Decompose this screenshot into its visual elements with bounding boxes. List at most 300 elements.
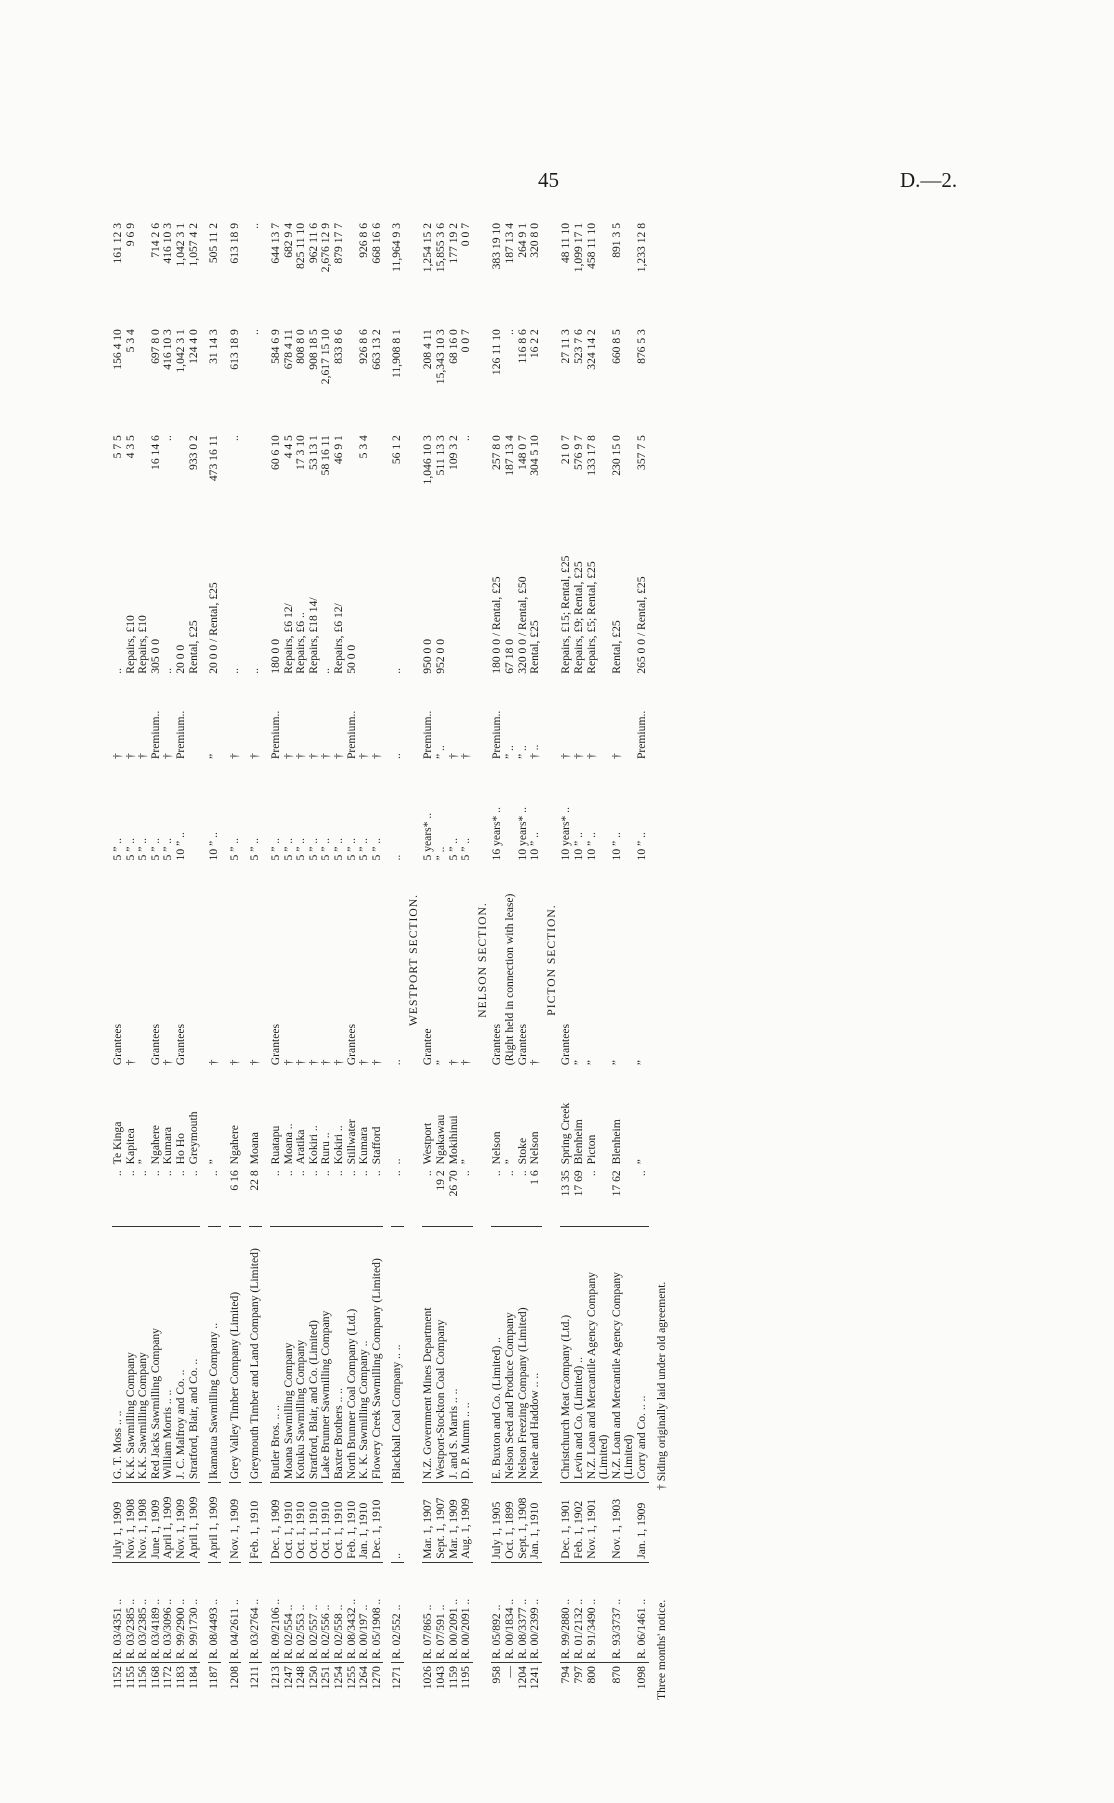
conditions-cell: Premium.. <box>421 710 435 760</box>
conditions-cell: Premium.. <box>173 710 187 760</box>
conditions-cell: † <box>446 753 460 760</box>
sidings-table-rotated <box>112 220 982 1700</box>
distance-cell: .. <box>306 1170 320 1177</box>
file-reference-cell: R. 02/557 .. <box>308 1562 321 1662</box>
station-cell: Blenheim <box>572 1119 585 1165</box>
grantee-name-cell: William Morris .. .. <box>162 1227 175 1483</box>
row-number-cell: — <box>504 1663 517 1700</box>
row-number-cell: 794 <box>560 1663 573 1700</box>
total-amount-cell: 644 13 7 <box>268 223 282 264</box>
rent-or-repairs-cell: 50 0 0 <box>344 644 358 674</box>
agreement-date-cell: Jan. 1, 1910 <box>529 1483 542 1563</box>
table-row <box>270 220 283 1700</box>
row-number-cell: 1264 <box>358 1663 371 1700</box>
row-number-cell: 1270 <box>371 1663 384 1700</box>
station-cell: ” <box>503 1159 517 1165</box>
file-reference-cell: R. 03/2385 .. <box>125 1562 138 1662</box>
station-cell: Kapitea <box>123 1128 137 1165</box>
rent-or-repairs-cell: Repairs, £18 14/ <box>306 597 320 674</box>
agreement-date-cell: July 1, 1909 <box>112 1483 125 1563</box>
grantee-name-cell: North Brunner Coal Company (Ltd.) <box>346 1227 359 1483</box>
agreement-date-cell: April 1, 1909 <box>208 1483 221 1563</box>
amount-owing-cell: 5 7 5 <box>111 435 124 459</box>
conditions-cell: † <box>459 753 473 760</box>
total-amount-cell: 161 12 3 <box>111 223 124 264</box>
term-cell: 5 ” .. <box>459 837 473 861</box>
conditions-cell: Premium.. <box>344 710 358 760</box>
file-reference-cell: R. 00/2091 .. <box>448 1562 461 1662</box>
rent-or-repairs-cell: .. <box>111 667 124 674</box>
amount-owing-cell: 21 0 7 <box>559 435 573 465</box>
station-cell: Mokihinui <box>446 1115 460 1165</box>
amount-expended-cell: 678 4 11 <box>281 329 295 370</box>
file-reference-cell: R. 02/552 .. <box>391 1562 404 1662</box>
table-row <box>371 220 384 1700</box>
rent-or-repairs-cell: Repairs, £15; Rental, £25 <box>559 555 573 674</box>
agreement-date-cell: Oct. 1, 1910 <box>333 1483 346 1563</box>
station-cell: Picton <box>584 1134 598 1165</box>
table-row <box>208 220 221 1700</box>
land-owner-cell: † <box>207 1059 221 1066</box>
land-owner-cell: Grantees <box>344 1023 358 1066</box>
total-amount-cell: 11,964 9 3 <box>390 223 404 272</box>
term-cell <box>504 762 517 863</box>
row-number-cell: 1195 <box>460 1663 473 1700</box>
amount-expended-cell: 908 18 5 <box>306 329 320 370</box>
land-owner-cell: Grantees <box>490 1023 504 1066</box>
agreement-date-cell: June 1, 1909 <box>150 1483 163 1563</box>
total-amount-cell: 1,099 17 1 <box>572 223 585 273</box>
term-cell: 5 ” .. <box>319 837 333 861</box>
land-owner-cell: Grantees <box>559 1023 573 1066</box>
table-row <box>112 220 125 1700</box>
grantee-name-cell: Lake Brunner Sawmilling Company <box>320 1227 333 1483</box>
row-number-cell: 1155 <box>125 1663 138 1700</box>
land-owner-cell: † <box>459 1059 473 1066</box>
grantee-name-cell: Grey Valley Timber Company (Limited) <box>229 1227 242 1483</box>
rent-or-repairs-cell: Repairs, £5; Rental, £25 <box>584 561 598 674</box>
total-amount-cell: 1,233 12 8 <box>634 223 648 273</box>
distance-cell: .. <box>319 1170 333 1177</box>
file-reference-cell: R. 91/3490 .. <box>586 1562 611 1662</box>
conditions-cell: Premium.. <box>634 710 648 760</box>
term-cell <box>188 762 201 863</box>
grantee-name-cell: G. T. Moss .. .. <box>112 1227 125 1483</box>
distance-cell: .. <box>490 1170 504 1177</box>
row-number-cell: 1208 <box>229 1663 242 1700</box>
conditions-cell: † <box>584 753 598 760</box>
table-row <box>229 220 242 1700</box>
rent-or-repairs-cell: .. <box>227 667 241 674</box>
row-number-cell: 1271 <box>391 1663 404 1700</box>
amount-owing-cell: .. <box>459 435 473 441</box>
total-amount-cell: 0 0 7 <box>459 223 473 247</box>
land-owner-cell: † <box>331 1059 345 1066</box>
land-owner-cell: † <box>319 1059 333 1066</box>
rent-or-repairs-cell: 67 18 0 <box>503 638 517 674</box>
agreement-date-cell: Nov. 1, 1903 <box>611 1483 636 1563</box>
station-cell: Moana .. <box>281 1123 295 1165</box>
term-cell: 5 ” .. <box>248 837 262 861</box>
conditions-cell: .. <box>390 753 404 760</box>
file-reference-cell: R. 00/1834 .. <box>504 1562 517 1662</box>
amount-expended-cell: 613 18 9 <box>227 329 241 370</box>
land-owner-cell: † <box>227 1059 241 1066</box>
conditions-cell: Premium.. <box>268 710 282 760</box>
amount-expended-cell: 11,908 8 1 <box>390 329 404 378</box>
amount-owing-cell: 56 1 2 <box>390 435 404 465</box>
agreement-date-cell: Oct. 1, 1899 <box>504 1483 517 1563</box>
term-cell: 5 ” .. <box>111 837 124 861</box>
term-cell: 16 years* .. <box>490 807 504 861</box>
conditions-cell: † <box>369 753 383 760</box>
station-cell: Kumara <box>357 1126 371 1165</box>
agreement-date-cell: Nov. 1, 1909 <box>229 1483 242 1563</box>
file-reference-cell: R. 99/2900 .. <box>175 1562 188 1662</box>
agreement-date-cell: Feb. 1, 1910 <box>346 1483 359 1563</box>
station-cell: ” <box>459 1159 473 1165</box>
file-reference-cell: R. 03/2764 .. <box>249 1562 262 1662</box>
amount-owing-cell <box>175 432 188 533</box>
row-number-cell: 1250 <box>308 1663 321 1700</box>
table-row <box>137 220 150 1700</box>
row-number-cell: 1184 <box>188 1663 201 1700</box>
file-reference-cell: R. 99/2880 .. <box>560 1562 573 1662</box>
distance-cell: .. <box>294 1170 308 1177</box>
term-cell: 10 ” .. <box>609 832 623 861</box>
distance-cell: 17 62 <box>609 1170 623 1197</box>
file-reference-cell: R. 03/4351 .. <box>112 1562 125 1662</box>
term-cell: 10 ” .. <box>584 832 598 861</box>
row-number-cell: 1172 <box>162 1663 175 1700</box>
file-reference-cell: R. 05/1908 .. <box>371 1562 384 1662</box>
station-cell: Ngahere <box>148 1125 162 1165</box>
grantee-name-cell: E. Buxton and Co. (Limited) .. <box>491 1227 504 1483</box>
total-amount-cell: 682 9 4 <box>281 223 295 258</box>
amount-owing-cell: 304 5 10 <box>528 435 542 476</box>
grantee-name-cell: Levin and Co. (Limited) .. <box>573 1227 586 1483</box>
rent-or-repairs-cell: Rental, £25 <box>609 620 623 674</box>
grantee-name-cell: K.K. Sawmilling Company <box>137 1227 150 1483</box>
row-number-cell: 1098 <box>636 1663 649 1700</box>
rent-or-repairs-cell: Rental, £25 <box>528 620 542 674</box>
station-cell: Ruatapu <box>268 1125 282 1165</box>
file-reference-cell: R. 02/556 .. <box>320 1562 333 1662</box>
station-cell: Aratika <box>294 1129 308 1165</box>
agreement-date-cell: Oct. 1, 1910 <box>308 1483 321 1563</box>
conditions-cell: † <box>609 753 623 760</box>
table-row <box>504 220 517 1700</box>
agreement-date-cell: Dec. 1, 1901 <box>560 1483 573 1563</box>
distance-cell: 19 2 <box>434 1170 448 1191</box>
conditions-cell: † <box>161 753 175 760</box>
table-row <box>295 220 308 1700</box>
amount-owing-cell: 109 3 2 <box>446 435 460 470</box>
amount-owing-cell: 5 3 4 <box>357 435 371 459</box>
distance-cell: .. <box>281 1170 295 1177</box>
agreement-date-cell: July 1, 1905 <box>491 1483 504 1563</box>
table-row <box>391 220 404 1700</box>
file-reference-cell: R. 03/4189 .. <box>150 1562 163 1662</box>
table-row <box>175 220 188 1700</box>
distance-cell: .. <box>421 1170 435 1177</box>
station-cell: Spring Creek <box>559 1102 573 1165</box>
rent-or-repairs-cell: .. <box>390 667 404 674</box>
distance-cell: .. <box>515 1170 529 1177</box>
amount-expended-cell: 31 14 3 <box>207 329 221 364</box>
term-cell: 10 ” .. <box>634 832 648 861</box>
rent-or-repairs-cell: 180 0 0 <box>268 638 282 674</box>
station-cell: Ho Ho <box>173 1133 187 1165</box>
row-number-cell: 797 <box>573 1663 586 1700</box>
conditions-cell: † <box>281 753 295 760</box>
distance-cell: 17 69 <box>572 1170 585 1197</box>
land-owner-cell: † <box>281 1059 295 1066</box>
land-owner-cell: ” <box>609 1060 623 1066</box>
conditions-cell: † <box>123 753 137 760</box>
land-owner-cell: † <box>161 1059 175 1066</box>
total-amount-cell: 416 10 3 <box>161 223 175 264</box>
amount-owing-cell <box>371 432 384 533</box>
station-cell: ” <box>207 1159 221 1165</box>
row-number-cell: 958 <box>491 1663 504 1700</box>
distance-cell: .. <box>136 1170 150 1177</box>
grantee-name-cell: Corry and Co. .. .. <box>636 1227 649 1483</box>
rent-or-repairs-cell: Repairs, £6 .. <box>294 612 308 674</box>
rent-or-repairs-cell: 265 0 0 / Rental, £25 <box>634 576 648 674</box>
table-row <box>573 220 586 1700</box>
table-row <box>636 220 649 1700</box>
row-number-cell: 1156 <box>137 1663 150 1700</box>
amount-expended-cell: 124 4 0 <box>186 329 200 364</box>
agreement-date-cell: .. <box>391 1483 404 1563</box>
table-row <box>435 220 448 1700</box>
distance-cell: .. <box>148 1170 162 1177</box>
grantee-name-cell: Ikamatua Sawmilling Company .. <box>208 1227 221 1483</box>
grantee-name-cell: K.K. Sawmilling Company <box>125 1227 138 1483</box>
amount-owing-cell: 4 3 5 <box>123 435 137 459</box>
agreement-date-cell: April 1, 1909 <box>162 1483 175 1563</box>
amount-expended-cell: 663 13 2 <box>369 329 383 370</box>
conditions-cell: † <box>136 753 150 760</box>
agreement-date-cell: Jan. 1, 1909 <box>636 1483 649 1563</box>
conditions-cell: † <box>559 753 573 760</box>
term-cell: 5 years* .. <box>421 812 435 861</box>
amount-expended-cell: 697 8 0 <box>148 329 162 364</box>
total-amount-cell: 320 8 0 <box>528 223 542 258</box>
grantee-name-cell: Blackball Coal Company .. .. <box>391 1227 404 1483</box>
file-reference-cell: R. 99/1730 .. <box>188 1562 201 1662</box>
total-amount-cell: 1,042 3 1 <box>173 223 187 267</box>
distance-cell: 26 70 <box>446 1170 460 1197</box>
distance-cell: .. <box>161 1170 175 1177</box>
amount-expended-cell: 156 4 10 <box>111 329 124 370</box>
agreement-date-cell: Mar. 1, 1909 <box>448 1483 461 1563</box>
land-owner-cell: Grantees <box>268 1023 282 1066</box>
amount-expended-cell <box>137 326 150 432</box>
amount-expended-cell: 876 5 3 <box>634 329 648 364</box>
row-number-cell: 1026 <box>422 1663 435 1700</box>
total-amount-cell: 9 6 9 <box>123 223 137 247</box>
total-amount-cell: 1,254 15 2 <box>421 223 435 273</box>
total-amount-cell: 505 11 2 <box>207 223 221 264</box>
amount-expended-cell: 16 2 2 <box>528 329 542 359</box>
total-amount-cell: 458 11 10 <box>584 223 598 269</box>
grantee-name-cell: D. P. Mumm .. .. <box>460 1227 473 1483</box>
total-amount-cell: 264 9 1 <box>515 223 529 258</box>
station-cell: Ngakawau <box>434 1114 448 1165</box>
amount-expended-cell: 68 16 0 <box>446 329 460 364</box>
section-title: PICTON SECTION. <box>544 904 558 1016</box>
agreement-date-cell: Nov. 1, 1909 <box>175 1483 188 1563</box>
table-row <box>586 220 611 1700</box>
table-row <box>529 220 542 1700</box>
section-heading <box>473 220 492 1700</box>
amount-expended-cell: 15,343 10 3 <box>434 329 448 385</box>
term-cell: 5 ” .. <box>306 837 320 861</box>
term-cell: 10 years* .. <box>515 807 529 861</box>
station-cell: Moana <box>248 1132 262 1165</box>
distance-cell: .. <box>331 1170 345 1177</box>
station-cell: Kokiri .. <box>306 1125 320 1165</box>
amount-owing-cell <box>249 432 262 533</box>
table-row <box>358 220 371 1700</box>
section-heading <box>542 220 561 1700</box>
amount-expended-cell: 208 4 11 <box>421 329 435 370</box>
total-amount-cell: 2,676 12 9 <box>319 223 333 273</box>
conditions-cell: † <box>357 753 371 760</box>
rent-or-repairs-cell: 180 0 0 / Rental, £25 <box>490 576 504 674</box>
amount-expended-cell: 660 8 5 <box>609 329 623 364</box>
file-reference-cell: R. 08/3432 .. <box>346 1562 359 1662</box>
distance-cell: .. <box>344 1170 358 1177</box>
station-cell: Kumara <box>161 1126 175 1165</box>
amount-owing-cell: 53 13 1 <box>306 435 320 470</box>
grantee-name-cell: Flowery Creek Sawmilling Company (Limited) <box>371 1227 384 1483</box>
footnote-dagger: † Siding originally laid under old agreement. <box>654 1281 668 1490</box>
rent-or-repairs-cell: .. <box>319 667 333 674</box>
rent-or-repairs-cell: 950 0 0 <box>421 638 435 674</box>
agreement-date-cell: Feb. 1, 1910 <box>249 1483 262 1563</box>
grantee-name-cell: N.Z. Loan and Mercantile Agency Company (Limited) <box>586 1227 611 1483</box>
grantee-name-cell: N.Z. Loan and Mercantile Agency Company (Limited) <box>611 1227 636 1483</box>
rent-or-repairs-cell: Repairs, £9; Rental, £25 <box>572 561 585 674</box>
conditions-cell: † <box>294 753 308 760</box>
grantee-name-cell: J. C. Malfroy and Co. .. <box>175 1227 188 1483</box>
land-owner-cell: ” <box>584 1060 598 1066</box>
rent-or-repairs-cell: .. <box>248 667 262 674</box>
page-number: 45 <box>538 168 559 192</box>
file-reference-cell: R. 01/2132 .. <box>573 1562 586 1662</box>
amount-owing-cell: 148 0 7 <box>515 435 529 470</box>
amount-expended-cell: 416 10 3 <box>161 329 175 370</box>
file-reference-cell: R. 07/591 .. <box>435 1562 448 1662</box>
file-reference-cell: R. 00/2091 .. <box>460 1562 473 1662</box>
amount-owing-cell: 16 14 6 <box>148 435 162 470</box>
agreement-date-cell: Sept. 1, 1907 <box>435 1483 448 1563</box>
grantee-name-cell: K. K. Sawmilling Company .. <box>358 1227 371 1483</box>
conditions-cell: ” .. <box>515 745 529 760</box>
conditions-cell: † <box>572 753 585 760</box>
row-number-cell: 1211 <box>249 1663 262 1700</box>
distance-cell: .. <box>634 1170 648 1177</box>
distance-cell: .. <box>207 1170 221 1177</box>
term-cell: 5 ” .. <box>161 837 175 861</box>
amount-owing-cell: 46 9 1 <box>331 435 345 465</box>
agreement-date-cell: Jan. 1, 1910 <box>358 1483 371 1563</box>
row-number-cell: 1183 <box>175 1663 188 1700</box>
agreement-date-cell: Oct. 1, 1910 <box>295 1483 308 1563</box>
amount-expended-cell: 0 0 7 <box>459 329 473 353</box>
station-cell: Te Kinga <box>111 1121 124 1165</box>
distance-cell: .. <box>186 1170 200 1177</box>
station-cell: Stillwater <box>344 1119 358 1165</box>
land-owner-cell: † <box>123 1059 137 1066</box>
amount-owing-cell: 511 13 3 <box>434 435 448 476</box>
term-cell: ” .. <box>434 846 448 861</box>
term-cell: .. <box>390 854 404 861</box>
total-amount-cell: 15,855 3 6 <box>434 223 448 273</box>
row-number-cell: 1159 <box>448 1663 461 1700</box>
distance-cell: .. <box>123 1170 137 1177</box>
station-cell: ” <box>634 1159 648 1165</box>
grantee-name-cell: Moana Sawmilling Company <box>283 1227 296 1483</box>
grantee-name-cell: Neale and Haddow .. .. <box>529 1227 542 1483</box>
file-reference-cell: R. 04/2611 .. <box>229 1562 242 1662</box>
distance-cell: .. <box>173 1170 187 1177</box>
term-cell: 5 ” .. <box>344 837 358 861</box>
grantee-name-cell: Baxter Brothers .. .. <box>333 1227 346 1483</box>
rent-or-repairs-cell: 20 0 0 <box>173 644 187 674</box>
row-number-cell: 1213 <box>270 1663 283 1700</box>
land-owner-cell: Grantees <box>148 1023 162 1066</box>
row-number-cell: 800 <box>586 1663 611 1700</box>
land-owner-cell: Grantees <box>111 1023 124 1066</box>
conditions-cell: ” .. <box>434 745 448 760</box>
amount-owing-cell: 133 17 8 <box>584 435 598 476</box>
conditions-cell: † <box>248 753 262 760</box>
station-cell: Ruru .. <box>319 1132 333 1165</box>
grantee-name-cell: J. and S. Marris .. .. <box>448 1227 461 1483</box>
agreement-date-cell: Nov. 1, 1908 <box>125 1483 138 1563</box>
total-amount-cell: 177 19 2 <box>446 223 460 264</box>
conditions-cell <box>188 677 201 762</box>
file-reference-cell: R. 07/865 .. <box>422 1562 435 1662</box>
land-owner-cell <box>188 863 201 1068</box>
agreement-date-cell: Oct. 1, 1910 <box>320 1483 333 1563</box>
grantee-name-cell: Christchurch Meat Company (Ltd.) <box>560 1227 573 1483</box>
amount-owing-cell: 58 16 11 <box>319 435 333 476</box>
rent-or-repairs-cell: Repairs, £10 <box>136 615 150 674</box>
file-reference-cell: R. 02/558 .. <box>333 1562 346 1662</box>
agreement-date-cell: Oct. 1, 1910 <box>283 1483 296 1563</box>
station-cell: Westport <box>421 1122 435 1165</box>
term-cell: 5 ” .. <box>227 837 241 861</box>
amount-expended-cell: 5 3 4 <box>123 329 137 353</box>
grantee-name-cell: Red Jacks Sawmilling Company <box>150 1227 163 1483</box>
row-number-cell: 1204 <box>517 1663 530 1700</box>
file-reference-cell: R. 03/2385 .. <box>137 1562 150 1662</box>
term-cell: 10 ” .. <box>207 832 221 861</box>
term-cell: 5 ” .. <box>294 837 308 861</box>
land-owner-cell: .. <box>390 1059 404 1066</box>
table-row <box>249 220 262 1700</box>
distance-cell: .. <box>584 1170 598 1177</box>
term-cell: 5 ” .. <box>136 837 150 861</box>
total-amount-cell: 1,057 4 2 <box>186 223 200 267</box>
conditions-cell: † .. <box>528 744 542 760</box>
row-number-cell: 1043 <box>435 1663 448 1700</box>
